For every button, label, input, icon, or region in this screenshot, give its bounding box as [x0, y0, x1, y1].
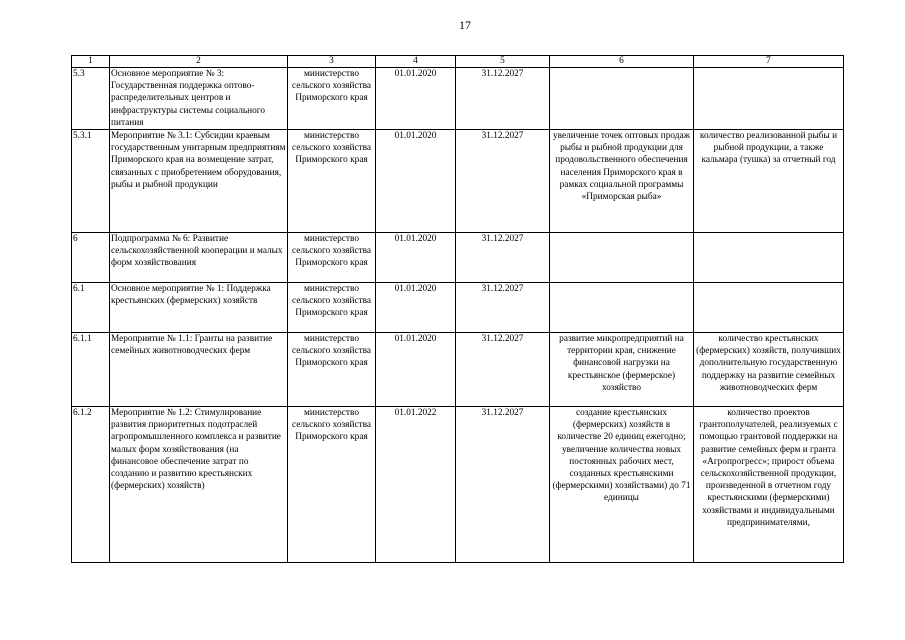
indicator: количество крестьянских (фермерских) хозяйств, получивших дополнительную государственную поддержку на развитие семейных животноводческих ферм: [694, 333, 844, 407]
measure-name: Основное мероприятие № 3: Государственная поддержка оптово-распределительных центров и инфраструктуры системы социального питания: [110, 68, 288, 130]
expected-result: [550, 283, 694, 333]
expected-result: увеличение точек оптовых продаж рыбы и рыбной продукции для продовольственного обеспечения населения Приморского края в рамках социальной программы «Приморская рыба»: [550, 130, 694, 233]
end-date: 31.12.2027: [456, 233, 550, 283]
end-date: 31.12.2027: [456, 407, 550, 563]
table-row: [72, 283, 844, 333]
end-date: 31.12.2027: [456, 283, 550, 333]
end-date: 31.12.2027: [456, 333, 550, 407]
column-header: 5: [456, 56, 550, 68]
table-row: [72, 333, 844, 407]
table-row: [72, 233, 844, 283]
executor: министерство сельского хозяйства Приморского края: [288, 407, 376, 563]
indicator: количество реализованной рыбы и рыбной продукции, а также кальмара (тушка) за отчетный год: [694, 130, 844, 233]
indicator: [694, 68, 844, 130]
row-number: 6.1.1: [72, 333, 110, 407]
expected-result: развитие микропредприятий на территории края, снижение финансовой нагрузки на крестьянское (фермерское) хозяйство: [550, 333, 694, 407]
executor: министерство сельского хозяйства Приморского края: [288, 283, 376, 333]
row-number: 6.1.2: [72, 407, 110, 563]
column-header: 3: [288, 56, 376, 68]
executor: министерство сельского хозяйства Приморского края: [288, 68, 376, 130]
start-date: 01.01.2020: [376, 233, 456, 283]
column-header: 6: [550, 56, 694, 68]
start-date: 01.01.2022: [376, 407, 456, 563]
column-header: 7: [694, 56, 844, 68]
end-date: 31.12.2027: [456, 130, 550, 233]
measure-name: Основное мероприятие № 1: Поддержка крестьянских (фермерских) хозяйств: [110, 283, 288, 333]
start-date: 01.01.2020: [376, 283, 456, 333]
row-number: 5.3.1: [72, 130, 110, 233]
page-number: 17: [459, 18, 471, 32]
indicator: количество проектов грантополучателей, реализуемых с помощью грантовой поддержки на развитие семейных ферм и гранта «Агропрогресс»; прирост объема сельскохозяйственной продукции, произведенной в отчетном году крестьянскими (фермерскими) хозяйствами и индивидуальными предпринимателями,: [694, 407, 844, 563]
expected-result: создание крестьянских (фермерских) хозяйств в количестве 20 единиц ежегодно; увеличение количества новых постоянных рабочих мест, созданных крестьянскими (фермерскими) хозяйствами) до 71 единицы: [550, 407, 694, 563]
table-header-row: [72, 56, 844, 68]
executor: министерство сельского хозяйства Приморского края: [288, 333, 376, 407]
row-number: 6: [72, 233, 110, 283]
measure-name: Подпрограмма № 6: Развитие сельскохозяйственной кооперации и малых форм хозяйствования: [110, 233, 288, 283]
row-number: 5.3: [72, 68, 110, 130]
column-header: 2: [110, 56, 288, 68]
table-row: [72, 130, 844, 233]
indicator: [694, 233, 844, 283]
measure-name: Мероприятие № 3.1: Субсидии краевым государственным унитарным предприятиям Приморского края на возмещение затрат, связанных с приобретением оборудования, рыбы и рыбной продукции: [110, 130, 288, 233]
indicator: [694, 283, 844, 333]
expected-result: [550, 233, 694, 283]
executor: министерство сельского хозяйства Приморского края: [288, 130, 376, 233]
start-date: 01.01.2020: [376, 68, 456, 130]
table-row: [72, 407, 844, 563]
start-date: 01.01.2020: [376, 333, 456, 407]
expected-result: [550, 68, 694, 130]
end-date: 31.12.2027: [456, 68, 550, 130]
measures-table: [71, 55, 844, 563]
start-date: 01.01.2020: [376, 130, 456, 233]
executor: министерство сельского хозяйства Приморского края: [288, 233, 376, 283]
column-header: 4: [376, 56, 456, 68]
measure-name: Мероприятие № 1.1: Гранты на развитие семейных животноводческих ферм: [110, 333, 288, 407]
table-row: [72, 68, 844, 130]
measure-name: Мероприятие № 1.2: Стимулирование развития приоритетных подотраслей агропромышленного комплекса и развитие малых форм хозяйствования (на финансовое обеспечение затрат по созданию и развитию крестьянских (фермерских) хозяйств): [110, 407, 288, 563]
column-header: 1: [72, 56, 110, 68]
row-number: 6.1: [72, 283, 110, 333]
